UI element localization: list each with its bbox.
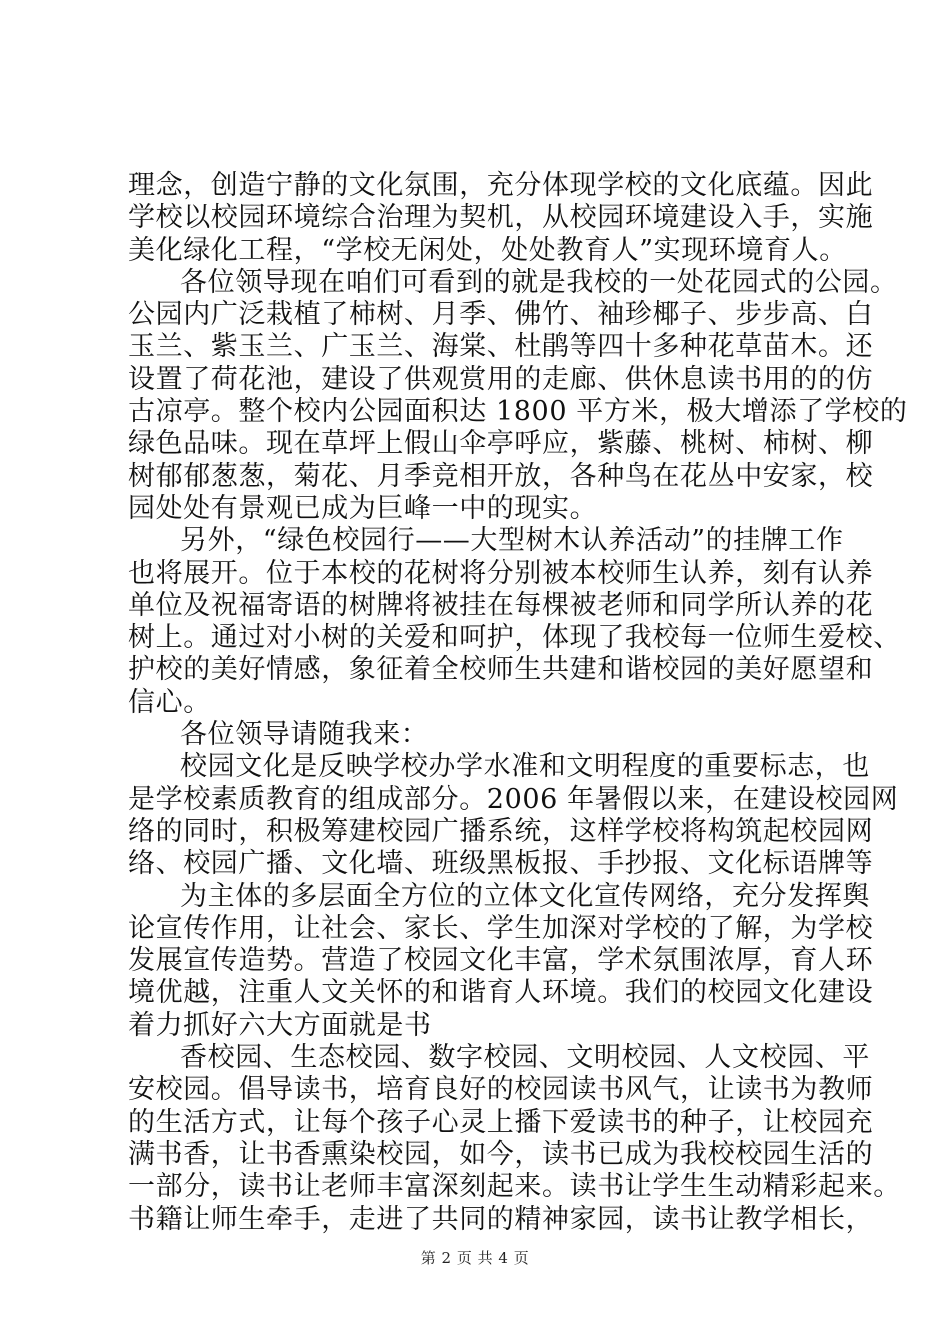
text-line: 络、校园广播、文化墙、班级黑板报、手抄报、文化标语牌等: [128, 848, 874, 880]
text-line: 的生活方式，让每个孩子心灵上播下爱读书的种子，让校园充: [128, 1106, 874, 1138]
text-line: 设置了荷花池，建设了供观赏用的走廊、供休息读书用的的仿: [128, 363, 874, 395]
document-body: [128, 170, 908, 1236]
text-line: 信心。: [128, 686, 211, 718]
text-line: 校园文化是反映学校办学水准和文明程度的重要标志，也: [180, 751, 870, 783]
text-line: 发展宣传造势。营造了校园文化丰富，学术氛围浓厚，育人环: [128, 945, 874, 977]
text-line: 书籍让师生牵手，走进了共同的精神家园，读书让教学相长，: [128, 1203, 874, 1235]
text-line: 一部分，读书让老师丰富深刻起来。读书让学生生动精彩起来。: [128, 1171, 901, 1203]
text-line: 学校以校园环境综合治理为契机，从校园环境建设入手，实施: [128, 202, 874, 234]
text-line: 是学校素质教育的组成部分。2006 年暑假以来，在建设校园网: [128, 783, 899, 815]
text-line: 园处处有景观已成为巨峰一中的现实。: [128, 492, 598, 524]
text-line: 论宣传作用，让社会、家长、学生加深对学校的了解，为学校: [128, 912, 874, 944]
text-line: 绿色品味。现在草坪上假山伞亭呼应，紫藤、桃树、柿树、柳: [128, 428, 874, 460]
text-line: 各位领导请随我来：: [180, 719, 429, 751]
text-line: 公园内广泛栽植了柿树、月季、佛竹、袖珍椰子、步步高、白: [128, 299, 874, 331]
text-line: 境优越，注重人文关怀的和谐育人环境。我们的校园文化建设: [128, 977, 874, 1009]
text-line: 香校园、生态校园、数字校园、文明校园、人文校园、平: [180, 1042, 870, 1074]
page-footer: 第 2 页 共 4 页: [420, 1249, 530, 1267]
text-line: 另外，“绿色校园行——大型树木认养活动”的挂牌工作: [180, 525, 844, 557]
text-line: 美化绿化工程，“学校无闲处，处处教育人”实现环境育人。: [128, 234, 847, 266]
text-line: 单位及祝福寄语的树牌将被挂在每棵被老师和同学所认养的花: [128, 589, 874, 621]
text-line: 着力抓好六大方面就是书: [128, 1009, 432, 1041]
text-line: 安校园。倡导读书，培育良好的校园读书风气，让读书为教师: [128, 1074, 874, 1106]
text-line: 古凉亭。整个校内公园面积达 1800 平方米，极大增添了学校的: [128, 396, 908, 428]
text-line: 理念，创造宁静的文化氛围，充分体现学校的文化底蕴。因此: [128, 170, 874, 201]
text-line: 玉兰、紫玉兰、广玉兰、海棠、杜鹃等四十多种花草苗木。还: [128, 331, 874, 363]
text-line: 满书香，让书香熏染校园，如今，读书已成为我校校园生活的: [128, 1138, 874, 1170]
text-line: 树上。通过对小树的关爱和呵护，体现了我校每一位师生爱校、: [128, 622, 901, 654]
text-line: 树郁郁葱葱，菊花、月季竞相开放，各种鸟在花丛中安家，校: [128, 460, 874, 492]
text-line: 为主体的多层面全方位的立体文化宣传网络，充分发挥舆: [180, 880, 870, 912]
text-line: 各位领导现在咱们可看到的就是我校的一处花园式的公园。: [180, 266, 898, 298]
text-line: 络的同时，积极筹建校园广播系统，这样学校将构筑起校园网: [128, 815, 874, 847]
text-line: 也将展开。位于本校的花树将分别被本校师生认养，刻有认养: [128, 557, 874, 589]
text-line: 护校的美好情感，象征着全校师生共建和谐校园的美好愿望和: [128, 654, 874, 686]
